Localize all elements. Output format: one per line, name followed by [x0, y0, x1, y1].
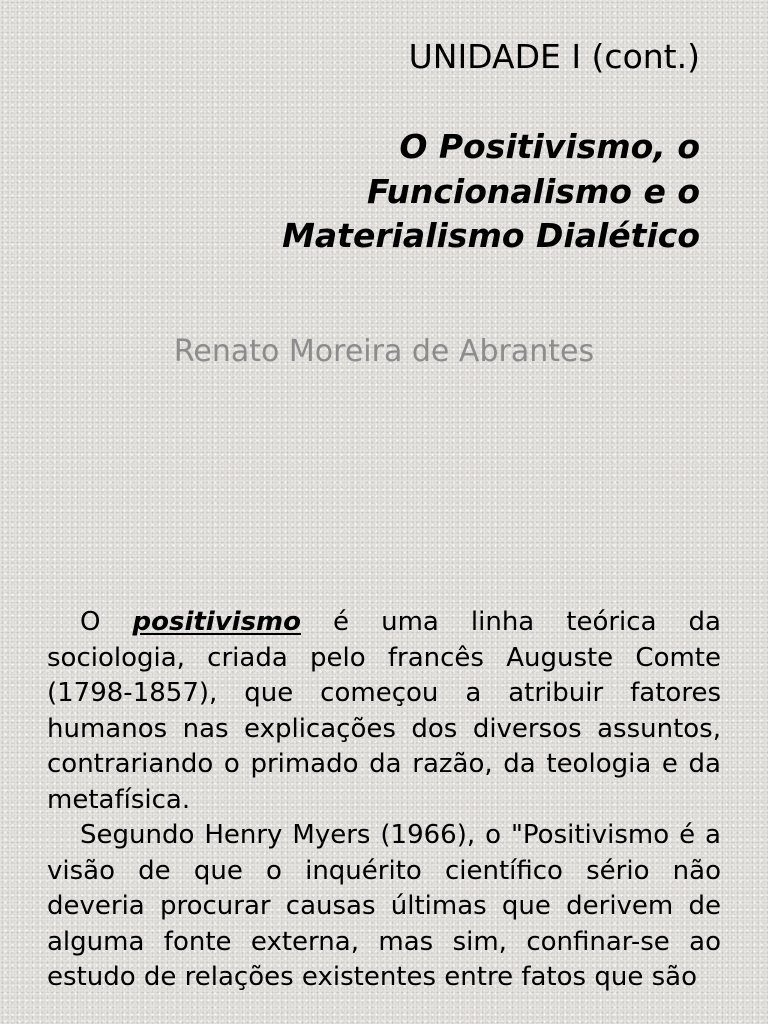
paragraph-myers: Segundo Henry Myers (1966), o "Positivismo é a visão de que o inquérito científico sério não deveria procurar causas últimas que derivem de alguma fonte externa, mas sim, confinar-se ao estudo de relações existentes entre fatos que são	[47, 820, 721, 992]
slide-subtitle	[282, 125, 700, 259]
paragraph-positivismo	[47, 605, 721, 818]
body-text	[47, 605, 721, 996]
subtitle-line: O Positivismo, o	[399, 127, 700, 166]
keyword-positivismo: positivismo	[132, 607, 302, 637]
slide-title: UNIDADE I (cont.)	[408, 37, 700, 76]
subtitle-line: Funcionalismo e o	[366, 171, 700, 211]
paragraph-lead: O	[80, 607, 133, 637]
paragraph-rest: é uma linha teórica da sociologia, criada pelo francês Auguste Comte (1798-1857), que começou a atribuir fatores humanos nas explicações dos diversos assuntos, contrariando o primado da razão, da teologia e da metafísica.	[47, 607, 721, 815]
author-name: Renato Moreira de Abrantes	[173, 334, 595, 369]
subtitle-line: Materialismo Dialético	[282, 216, 700, 255]
